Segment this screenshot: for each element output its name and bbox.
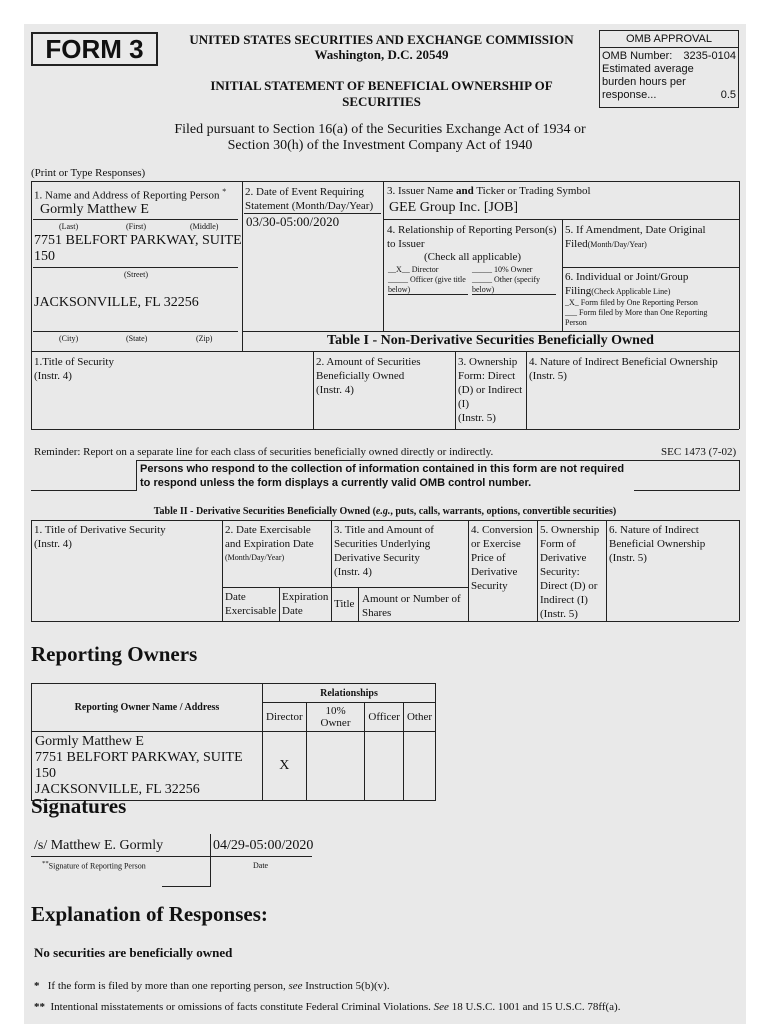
- more-persons-option: ___ Form filed by More than One Reporting: [565, 308, 708, 317]
- omb-approval-box: [599, 30, 739, 108]
- t1-col2: 2. Amount of Securities Beneficially Owned (Instr. 4): [316, 356, 421, 396]
- t2-col5: 5. Ownership Form of Derivative Security: Direct (D) or Indirect (I) (Instr. 5): [540, 524, 600, 620]
- ro-owner-street: 7751 BELFORT PARKWAY, SUITE 150: [35, 750, 243, 781]
- issuer-name: GEE Group Inc. [JOB]: [389, 200, 519, 215]
- officer-below: below): [388, 285, 468, 295]
- form3-page: [24, 24, 746, 1024]
- ro-owner-city: JACKSONVILLE, FL 32256: [35, 782, 200, 797]
- city-state-zip: JACKSONVILLE, FL 32256: [34, 295, 199, 310]
- ro-owner-cell: [32, 732, 263, 801]
- zip-label: (Zip): [196, 334, 213, 343]
- footnote-1: * If the form is filed by more than one reporting person, see Instruction 5(b)(v).: [34, 980, 390, 992]
- form-title-line1: INITIAL STATEMENT OF BENEFICIAL OWNERSHIP OF: [210, 78, 553, 93]
- print-note: (Print or Type Responses): [31, 167, 146, 179]
- ro-other-cell: [403, 732, 435, 801]
- state-label: (State): [126, 334, 148, 343]
- omb-burden-value: 0.5: [720, 89, 736, 101]
- table1-title: Table I - Non-Derivative Securities Beneficially Owned: [327, 333, 654, 348]
- signatures-heading: Signatures: [31, 794, 127, 818]
- t2-col4: 4. Conversion or Exercise Price of Derivative Security: [471, 524, 533, 592]
- reporting-owners-heading: Reporting Owners: [31, 642, 198, 666]
- form-label: FORM 3: [31, 32, 158, 66]
- ro-ten-pct-cell: [306, 732, 365, 801]
- street-label: (Street): [124, 270, 148, 279]
- t2-col2: 2. Date Exercisable and Expiration Date (Month/Day/Year): [225, 524, 314, 562]
- form-title-line2: SECURITIES: [342, 94, 421, 109]
- ro-ten-pct-header: 10% Owner: [306, 703, 365, 732]
- sec-number: SEC 1473 (7-02): [661, 446, 737, 458]
- omb-number-row: [602, 50, 736, 63]
- date-label: Date: [253, 861, 269, 870]
- director-check: __X__ Director: [388, 265, 439, 274]
- reminder-text: Reminder: Report on a separate line for each class of securities beneficially owned directly or indirectly.: [34, 446, 494, 458]
- persons-respond: Persons who respond to the collection of information contained in this form are not required to respond unless the form displays a currently valid OMB control number.: [140, 463, 625, 489]
- signature-date: 04/29-05:00/2020: [213, 838, 314, 853]
- explanation-heading: Explanation of Responses:: [31, 902, 268, 926]
- no-securities-note: No securities are beneficially owned: [34, 945, 233, 960]
- ro-owner-name: Gormly Matthew E: [35, 734, 144, 749]
- filed-pursuant-line1: Filed pursuant to Section 16(a) of the Securities Exchange Act of 1934 or: [174, 122, 586, 137]
- t2-date-exercisable: Date Exercisable: [225, 591, 277, 617]
- omb-burden-line1: Estimated average: [602, 63, 694, 75]
- box6-label: 6. Individual or Joint/Group Filing(Check Applicable Line): [565, 271, 689, 297]
- omb-number: 3235-0104: [683, 50, 736, 62]
- omb-title: OMB APPROVAL: [600, 31, 738, 48]
- street-line2: 150: [34, 249, 55, 264]
- more-persons-option-cont: Person: [565, 318, 587, 327]
- omb-number-label: OMB Number:: [602, 50, 673, 62]
- agency-name: UNITED STATES SECURITIES AND EXCHANGE COMMISSION: [189, 32, 574, 47]
- t2-title: Title: [334, 598, 355, 610]
- agency-location: Washington, D.C. 20549: [314, 47, 449, 62]
- box3-label: 3. Issuer Name and Ticker or Trading Symbol: [387, 185, 591, 197]
- t2-expiration-date: Expiration Date: [282, 591, 329, 617]
- box1-label: 1. Name and Address of Reporting Person *: [34, 187, 227, 202]
- one-person-option: _X_ Form filed by One Reporting Person: [565, 298, 698, 307]
- ro-name-header: Reporting Owner Name / Address: [32, 684, 263, 732]
- t2-col3: 3. Title and Amount of Securities Underlying Derivative Security (Instr. 4): [334, 524, 434, 578]
- filed-pursuant-line2: Section 30(h) of the Investment Company Act of 1940: [227, 138, 533, 153]
- signature-mark: **: [42, 860, 49, 867]
- ro-director-mark: X: [263, 732, 307, 801]
- ro-officer-cell: [365, 732, 404, 801]
- last-label: (Last): [59, 222, 79, 231]
- box4-check-note: (Check all applicable): [423, 251, 522, 263]
- t2-col1: 1. Title of Derivative Security (Instr. 4): [34, 524, 166, 550]
- t1-col4: 4. Nature of Indirect Beneficial Ownership (Instr. 5): [529, 356, 718, 382]
- ro-other-header: Other: [403, 703, 435, 732]
- other-check: _____ Other (specify: [472, 275, 540, 284]
- omb-burden-line3: response...: [602, 89, 657, 101]
- middle-label: (Middle): [190, 222, 219, 231]
- box6-options: [565, 298, 707, 328]
- t1-col1: 1.Title of Security (Instr. 4): [34, 356, 114, 382]
- signer-name: /s/ Matthew E. Gormly: [34, 838, 164, 853]
- first-label: (First): [126, 222, 146, 231]
- omb-burden-line2: burden hours per: [602, 76, 686, 88]
- ro-director-header: Director: [263, 703, 307, 732]
- ro-relationships-header: Relationships: [263, 684, 436, 703]
- table2-title: Table II - Derivative Securities Beneficially Owned (e.g., puts, calls, warrants, options, convertible securities): [153, 506, 617, 517]
- city-label: (City): [59, 334, 79, 343]
- ten-pct-check: _____ 10% Owner: [472, 265, 533, 274]
- event-date: 03/30-05:00/2020: [246, 214, 340, 229]
- other-below: below): [472, 285, 556, 295]
- box1-label-mark: *: [222, 187, 227, 196]
- officer-check: _____ Officer (give title: [388, 275, 466, 284]
- reporting-owners-table: [31, 683, 436, 801]
- box2-label: 2. Date of Event Requiring Statement (Month/Day/Year): [245, 186, 374, 212]
- box5-label: 5. If Amendment, Date Original Filed(Month/Day/Year): [565, 224, 706, 250]
- t2-amount: Amount or Number of Shares: [362, 593, 461, 619]
- t1-col3: 3. Ownership Form: Direct (D) or Indirect (I) (Instr. 5): [458, 356, 523, 424]
- box4-label: 4. Relationship of Reporting Person(s) to Issuer: [387, 224, 557, 250]
- street-line1: 7751 BELFORT PARKWAY, SUITE: [34, 233, 242, 248]
- omb-burden-row: [602, 89, 736, 102]
- reporting-person-name: Gormly Matthew E: [40, 202, 149, 217]
- ro-officer-header: Officer: [365, 703, 404, 732]
- signature-label: **Signature of Reporting Person: [42, 860, 146, 871]
- t2-col6: 6. Nature of Indirect Beneficial Ownership (Instr. 5): [609, 524, 706, 564]
- footnote-2: ** Intentional misstatements or omissions of facts constitute Federal Criminal Violations. See 18 U.S.C. 1001 and 15 U.S.C. 78ff(a).: [34, 1001, 621, 1013]
